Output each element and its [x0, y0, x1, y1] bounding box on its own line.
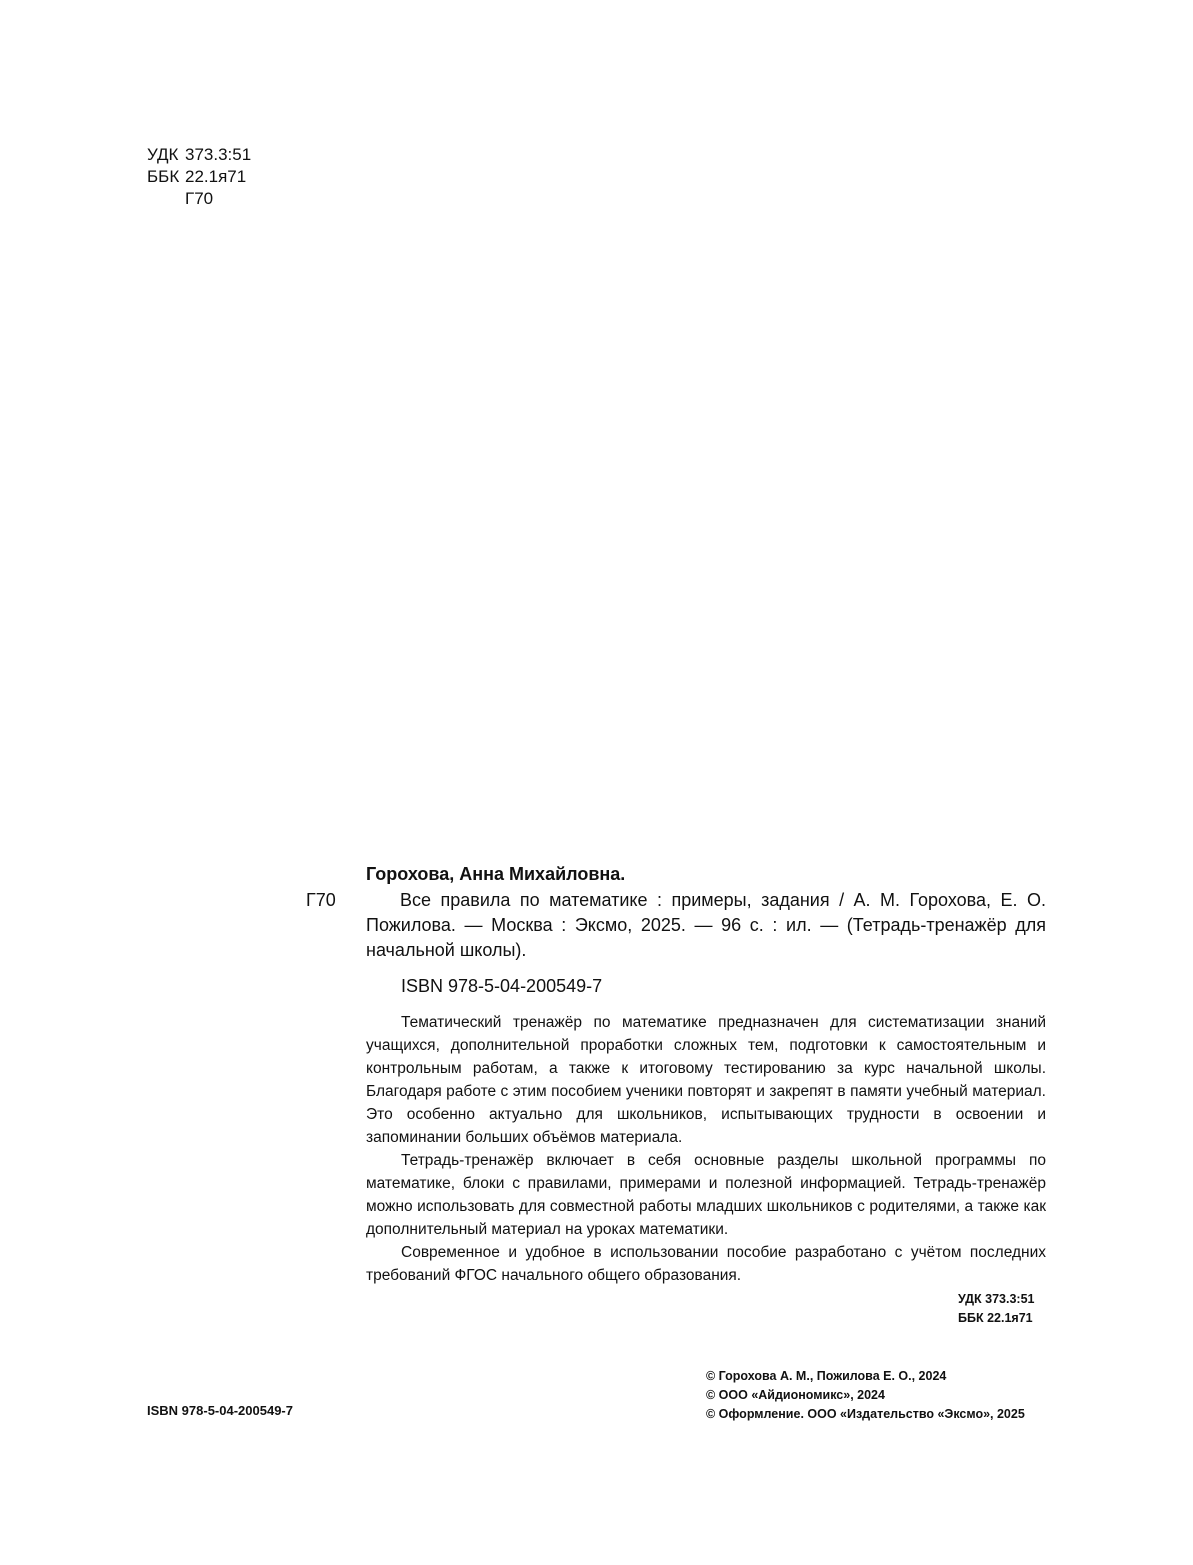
bbk-label: ББК	[147, 167, 180, 186]
bbk-line	[147, 166, 251, 188]
bbk-bottom: ББК 22.1я71	[958, 1311, 1033, 1325]
udk-bottom: УДК 373.3:51	[958, 1292, 1035, 1306]
annotation-paragraph: Современное и удобное в использовании пособие разработано с учётом последних требований ФГОС начального общего образования.	[366, 1244, 1046, 1284]
copyright-line: © Оформление. ООО «Издательство «Эксмо», 2025	[706, 1407, 1025, 1421]
copyright-line: © Горохова А. М., Пожилова Е. О., 2024	[706, 1369, 947, 1383]
annotation-paragraph: Тетрадь-тренажёр включает в себя основные разделы школьной программы по математике, блоки с правилами, примерами и полезной информацией. Тетрадь-тренажёр можно использовать для совместной работы младших школьников с родителями, а также как дополнительный материал на уроках математики.	[366, 1152, 1046, 1238]
bibliographic-description: Все правила по математике : примеры, задания / А. М. Горохова, Е. О. Пожилова. — Москва : Эксмо, 2025. — 96 с. : ил. — (Тетрадь-тренажёр для начальной школы).	[366, 890, 1046, 960]
author-heading: Горохова, Анна Михайловна.	[366, 864, 626, 884]
annotation-paragraph: Тематический тренажёр по математике предназначен для систематизации знаний учащихся, дополнительной проработки сложных тем, подготовки к самостоятельным и контрольным работам, а также к итоговому тестированию за курс начальной школы. Благодаря работе с этим пособием ученики повторят и закрепят в памяти учебный материал. Это особенно актуально для школьников, испытывающих трудности в освоении и запоминании больших объёмов материала.	[366, 1014, 1046, 1146]
bbk-value: 22.1я71	[185, 167, 247, 186]
copyright-block	[706, 1367, 1025, 1424]
udk-line	[147, 144, 251, 166]
annotation	[366, 1011, 1046, 1287]
classification-block-bottom	[958, 1290, 1035, 1328]
classification-block-top	[147, 144, 251, 210]
udk-label: УДК	[147, 145, 179, 164]
isbn-main: ISBN 978-5-04-200549-7	[401, 976, 603, 996]
isbn-footer: ISBN 978-5-04-200549-7	[147, 1403, 293, 1418]
udk-value: 373.3:51	[185, 145, 252, 164]
copyright-line: © ООО «Айдиономикс», 2024	[706, 1388, 885, 1402]
author-mark: Г70	[306, 890, 336, 910]
author-mark-top: Г70	[185, 189, 214, 208]
